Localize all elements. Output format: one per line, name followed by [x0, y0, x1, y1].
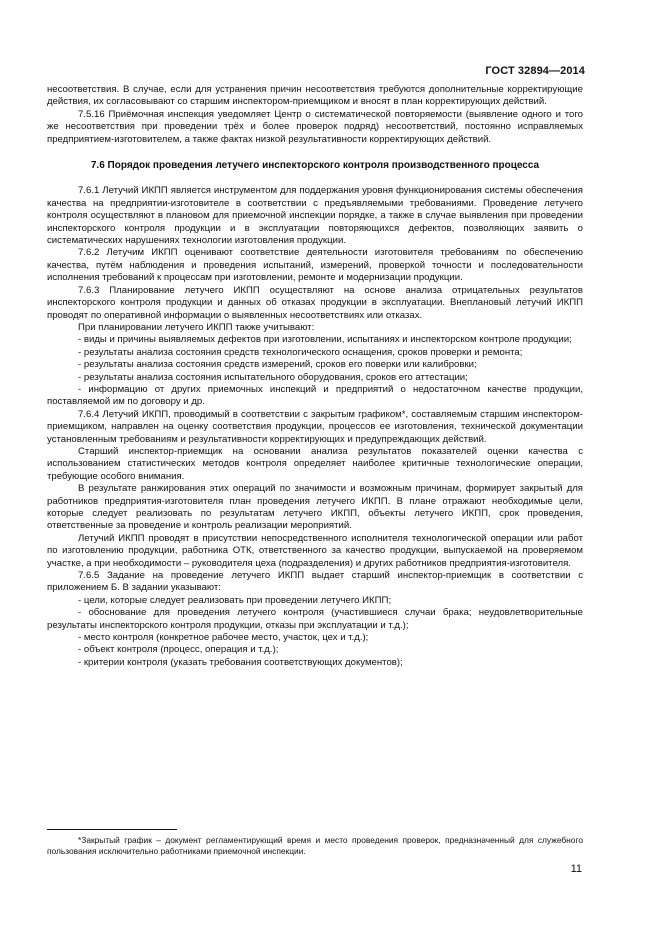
paragraph: Летучий ИКПП проводят в присутствии непосредственного исполнителя технологической операции или работ по изготовлению продукции, работника ОТК, ответственного за качество продукции, выпускаемой на проверяемом участке, а при необходимости – руководителя цеха (подразделения) и других работников предприятия-изготовителя. — [47, 532, 583, 569]
list-item: - результаты анализа состояния испытательного оборудования, сроков его аттестации; — [78, 371, 468, 383]
list-item: - информацию от других приемочных инспекций и предприятий о недостаточном качестве продукции, поставляемой им по договору и др. — [47, 383, 583, 408]
section-heading: 7.6 Порядок проведения летучего инспекторского контроля производственного процесса — [90, 160, 540, 172]
paragraph: В результате ранжирования этих операций по значимости и возможным причинам, формирует закрытый для работников предприятия-изготовителя план проведения летучего ИКПП. В плане отражают необходимые цели, которые следует реализовать по результатам летучего ИКПП, объекты летучего ИКПП, срок проведения, ответственные за проведение и контроль реализации мероприятий. — [47, 483, 583, 532]
document-header: ГОСТ 32894—2014 — [485, 65, 585, 77]
list-item: - результаты анализа состояния средств технологического оснащения, сроков проверки и ремонта; — [78, 346, 523, 358]
page-number: 11 — [570, 863, 582, 875]
paragraph: 7.5.16 Приёмочная инспекция уведомляет Центр о систематической повторяемости (выявление одного и того же несоответствия при проведении трёх и более проверок подряд) несоответствий, постоянно исправляемых предприятием-изготовителем, а также фактах низкой результативности корректирующих действий. — [47, 108, 583, 145]
footnote — [47, 835, 583, 857]
paragraph: 7.6.5 Задание на проведение летучего ИКПП выдает старший инспектор-приемщик в соответствии с приложением Б. В задании указывают: — [47, 570, 583, 594]
paragraph: 7.6.2 Летучим ИКПП оценивают соответствие деятельности изготовителя требованиям по обеспечению качества, путём наблюдения и проведения испытаний, измерений, проверкой точности и последовательности исполнения требований к процессам при изготовлении, ремонте и модернизации продукции. — [47, 247, 583, 284]
paragraph: несоответствия. В случае, если для устранения причин несоответствия требуются дополнительные корректирующие действия, их согласовывают со старшим инспектором-приемщиком и вносят в план корректирующих действий. — [47, 84, 583, 108]
list-item: - место контроля (конкретное рабочее место, участок, цех и т.д.); — [78, 632, 369, 644]
list-item: - критерии контроля (указать требования соответствующих документов); — [78, 656, 403, 668]
paragraph: 7.6.1 Летучий ИКПП является инструментом для поддержания уровня функционирования системы обеспечения качества на предприятии-изготовителе в соответствии с предъявляемыми требованиями. Проведение летучего контроля осуществляют в плановом для приемочной инспекции порядке, а также в случае выявления при проведении инспекторского контроля продукции и в эксплуатации повторяющихся дефектов, позволяющих заявить о систематических нарушениях технологии изготовления продукции. — [47, 185, 583, 247]
document-body — [47, 84, 583, 669]
paragraph: 7.6.3 Планирование летучего ИКПП осуществляют на основе анализа отрицательных результатов инспекторского контроля продукции и данных об отказах продукции в эксплуатации. Внеплановый летучий ИКПП проводят по оперативной информации о выявленных несоответствиях или отказах. — [47, 284, 583, 321]
paragraph: Старший инспектор-приемщик на основании анализа результатов показателей оценки качества с использованием статистических методов контроля определяет наиболее критичные технологические операции, требующие особого внимания. — [47, 445, 583, 482]
list-item: - результаты анализа состояния средств измерений, сроков его поверки или калибровки; — [78, 359, 477, 371]
list-item: - объект контроля (процесс, операция и т.д.); — [78, 644, 279, 656]
list-item: - обоснование для проведения летучего контроля (участившиеся случаи брака; неудовлетворительные результаты инспекторского контроля продукции, отказы при эксплуатации и т.д.); — [47, 607, 583, 631]
paragraph: 7.6.4 Летучий ИКПП, проводимый в соответствии с закрытым графиком*, составляемым старшим инспектором-приемщиком, направлен на оценку соответствия продукции, процессов ее изготовления, технической документации установленным требованиям и результативности корректирующих и предупреждающих действий. — [47, 408, 583, 445]
paragraph: При планировании летучего ИКПП также учитывают: — [78, 321, 315, 333]
footnote-divider — [47, 829, 177, 830]
list-item: - виды и причины выявляемых дефектов при изготовлении, испытаниях и инспекторском контроле продукции; — [78, 334, 572, 346]
list-item: - цели, которые следует реализовать при проведении летучего ИКПП; — [78, 594, 392, 606]
footnote-text: *Закрытый график – документ регламентирующий время и место проведения проверок, предназначенный для служебного пользования исключительно работниками приемочной инспекции. — [47, 835, 583, 856]
